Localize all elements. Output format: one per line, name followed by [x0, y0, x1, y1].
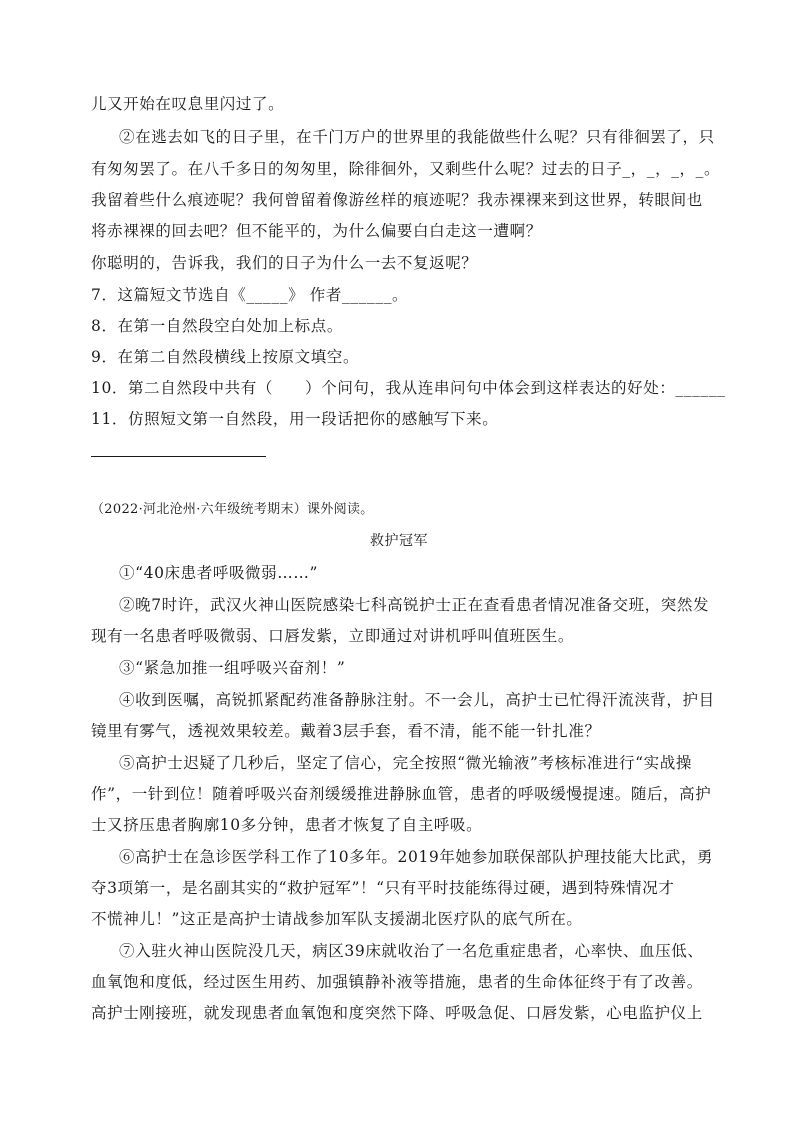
- passage2-line: 士又挤压患者胸廓10多分钟，患者才恢复了自主呼吸。: [91, 816, 483, 834]
- question-11: 11．仿照短文第一自然段，用一段话把你的感触写下来。: [91, 410, 499, 428]
- passage2-line: ②晚7时许，武汉火神山医院感染七科高锐护士正在查看患者情况准备交班，突然发: [119, 596, 710, 614]
- passage2-line: ⑥高护士在急诊医学科工作了10多年。2019年她参加联保部队护理技能大比武，勇: [119, 848, 714, 866]
- passage2-line: ①“40床患者呼吸微弱……”: [119, 564, 318, 582]
- passage2-line: 夺3项第一，是名副其实的“救护冠军”！“只有平时技能练得过硬，遇到特殊情况才: [91, 879, 675, 897]
- passage1-line: 有匆匆罢了。在八千多日的匆匆里，除徘徊外，又剩些什么呢？过去的日子_，_，_，_。: [91, 160, 721, 178]
- passage2-line: 不慌神儿！”这正是高护士请战参加军队支援湖北医疗队的底气所在。: [91, 910, 583, 928]
- question-7: 7．这篇短文节选自《_____》 作者______。: [91, 286, 409, 304]
- passage2-line: ④收到医嘱，高锐抓紧配药准备静脉注射。不一会儿，高护士已忙得汗流浃背，护目: [119, 691, 715, 709]
- passage1-line: 儿又开始在叹息里闪过了。: [91, 95, 285, 113]
- passage2-line: ⑤高护士迟疑了几秒后，坚定了信心，完全按照“微光输液”考核标准进行“实战操: [119, 754, 692, 772]
- passage1-line: ②在逃去如飞的日子里，在千门万户的世界里的我能做些什么呢？只有徘徊罢了，只: [119, 128, 715, 146]
- question-10: 10．第二自然段中共有（ ）个问句，我从连串问句中体会到这样表达的好处：______: [91, 379, 726, 397]
- passage1-line: 我留着些什么痕迹呢？我何曾留着像游丝样的痕迹呢？我赤裸裸来到这世界，转眼间也: [91, 191, 703, 209]
- passage2-line: ⑦入驻火神山医院没几天，病区39床就收治了一名危重症患者，心率快、血压低、: [119, 942, 704, 960]
- source-note: （2022·河北沧州·六年级统考期末）课外阅读。: [91, 502, 374, 517]
- passage2-line: 高护士刚接班，就发现患者血氧饱和度突然下降、呼吸急促、口唇发紫，心电监护仪上: [91, 1004, 703, 1022]
- passage2-line: 镜里有雾气，透视效果较差。戴着3层手套，看不清，能不能一针扎准？: [91, 722, 601, 740]
- answer-line[interactable]: [91, 456, 266, 457]
- passage2-line: 现有一名患者呼吸微弱、口唇发紫，立即通过对讲机呼叫值班医生。: [91, 627, 575, 645]
- passage2-line: 作”，一针到位！随着呼吸兴奋剂缓缓推进静脉血管，患者的呼吸缓慢提速。随后，高护: [91, 785, 712, 803]
- passage2-line: ③“紧急加推一组呼吸兴奋剂！”: [119, 659, 346, 677]
- question-8: 8．在第一自然段空白处加上标点。: [91, 317, 343, 335]
- passage1-line: 将赤裸裸的回去吧？但不能平的，为什么偏要白白走这一遭啊？: [91, 222, 542, 240]
- passage1-line: 你聪明的，告诉我，我们的日子为什么一去不复返呢？: [91, 254, 478, 272]
- passage2-line: 血氧饱和度低，经过医生用药、加强镇静补液等措施，患者的生命体征终于有了改善。: [91, 973, 703, 991]
- passage-title: 救护冠军: [370, 533, 428, 549]
- question-9: 9．在第二自然段横线上按原文填空。: [91, 348, 360, 366]
